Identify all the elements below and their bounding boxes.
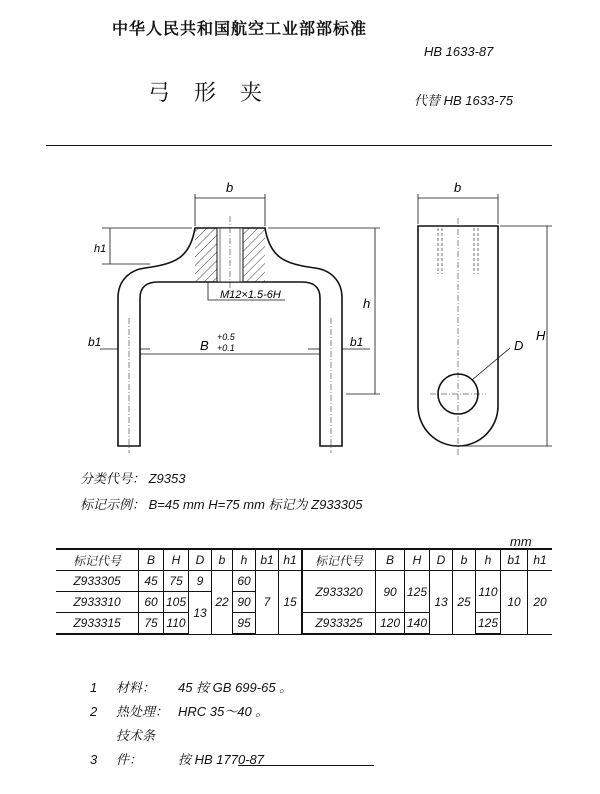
col-b1: b1 (256, 549, 279, 571)
cell-h-right: 110 (476, 571, 501, 613)
col-code-right: 标记代号 (302, 549, 376, 571)
note-key: 热处理： (116, 704, 169, 719)
dim-b1-left: b1 (88, 335, 102, 349)
standard-number: HB 1633-87 (424, 44, 494, 59)
cell-code-right: Z933325 (302, 613, 376, 635)
class-code: 分类代号： Z9353 (80, 471, 186, 486)
technical-drawing (80, 168, 560, 468)
cell-B: 75 (139, 613, 164, 635)
col-b1-right: b1 (501, 549, 528, 571)
dim-B-tol-upper: +0.5 (217, 332, 235, 342)
cell-B-right: 90 (376, 571, 405, 613)
note-number: 2 (90, 704, 98, 719)
col-code: 标记代号 (56, 549, 139, 571)
cell-code: Z933305 (56, 571, 139, 592)
cell-h: 95 (233, 613, 256, 635)
page-title: 弓形夹 (148, 81, 287, 106)
cell-H: 110 (164, 613, 189, 635)
note-number: 3 (90, 752, 98, 767)
cell-code: Z933310 (56, 592, 139, 613)
cell-h1-merged: 15 (279, 571, 303, 635)
cell-H: 75 (164, 571, 189, 592)
dim-B-tol-lower: +0.1 (217, 343, 235, 353)
col-b: b (212, 549, 233, 571)
cell-H-right: 125 (405, 571, 430, 613)
note-key: 技术条件： (116, 728, 156, 767)
dim-D: D (514, 338, 524, 353)
note-number: 1 (90, 680, 98, 695)
cell-H: 105 (164, 592, 189, 613)
spec-table (56, 548, 552, 635)
cell-h: 90 (233, 592, 256, 613)
cell-b1-merged: 7 (256, 571, 279, 635)
side-dim-b: b (454, 180, 462, 195)
replaces-standard: 代替 HB 1633-75 (414, 93, 513, 108)
col-h-right: h (476, 549, 501, 571)
note-key: 材料： (116, 680, 156, 695)
cell-h-right: 125 (476, 613, 501, 635)
note-value: 按 HB 1770-87 (178, 752, 264, 767)
dim-b1-right: b1 (350, 335, 364, 349)
header-divider (46, 145, 552, 146)
cell-H-right: 140 (405, 613, 430, 635)
table-unit: mm (510, 534, 532, 549)
note-value: 45 按 GB 699-65 。 (178, 680, 293, 695)
dim-B: B (200, 338, 209, 353)
table-row (56, 613, 552, 635)
col-b-right: b (453, 549, 476, 571)
cell-B-right: 120 (376, 613, 405, 635)
dim-b: b (226, 180, 234, 195)
cell-b1-right-merged: 10 (501, 571, 528, 635)
thread-callout: M12×1.5-6H (220, 289, 281, 301)
side-view (418, 218, 498, 456)
col-D: D (189, 549, 212, 571)
side-dimensions (418, 194, 552, 446)
cell-h: 60 (233, 571, 256, 592)
table-row (56, 571, 552, 592)
col-D-right: D (430, 549, 453, 571)
cell-D-right-merged: 13 (430, 571, 453, 635)
table-header-row (56, 549, 552, 571)
cell-B: 60 (139, 592, 164, 613)
col-H-right: H (405, 549, 430, 571)
dim-h1: h1 (94, 243, 107, 255)
cell-b-merged: 22 (212, 571, 233, 635)
col-h: h (233, 549, 256, 571)
note-item (90, 676, 292, 700)
cell-code: Z933315 (56, 613, 139, 635)
cell-D: 9 (189, 571, 212, 592)
col-B: B (139, 549, 164, 571)
note-item (90, 700, 292, 724)
dim-h: h (363, 296, 371, 311)
cell-h1-right-merged: 20 (528, 571, 553, 635)
standard-organization: 中华人民共和国航空工业部部标准 (112, 19, 368, 38)
cell-B: 45 (139, 571, 164, 592)
note-value: HRC 35～40 。 (178, 704, 269, 719)
col-B-right: B (376, 549, 405, 571)
col-H: H (164, 549, 189, 571)
marking-example: 标记示例： B=45 mm H=75 mm 标记为 Z933305 (80, 497, 363, 512)
cell-b-right-merged: 25 (453, 571, 476, 635)
footer-divider (238, 765, 374, 766)
cell-code-right: Z933320 (302, 571, 376, 613)
cell-D-merged: 13 (189, 592, 212, 635)
col-h1: h1 (279, 549, 303, 571)
dim-H: H (536, 328, 546, 343)
col-h1-right: h1 (528, 549, 553, 571)
notes (90, 676, 292, 772)
